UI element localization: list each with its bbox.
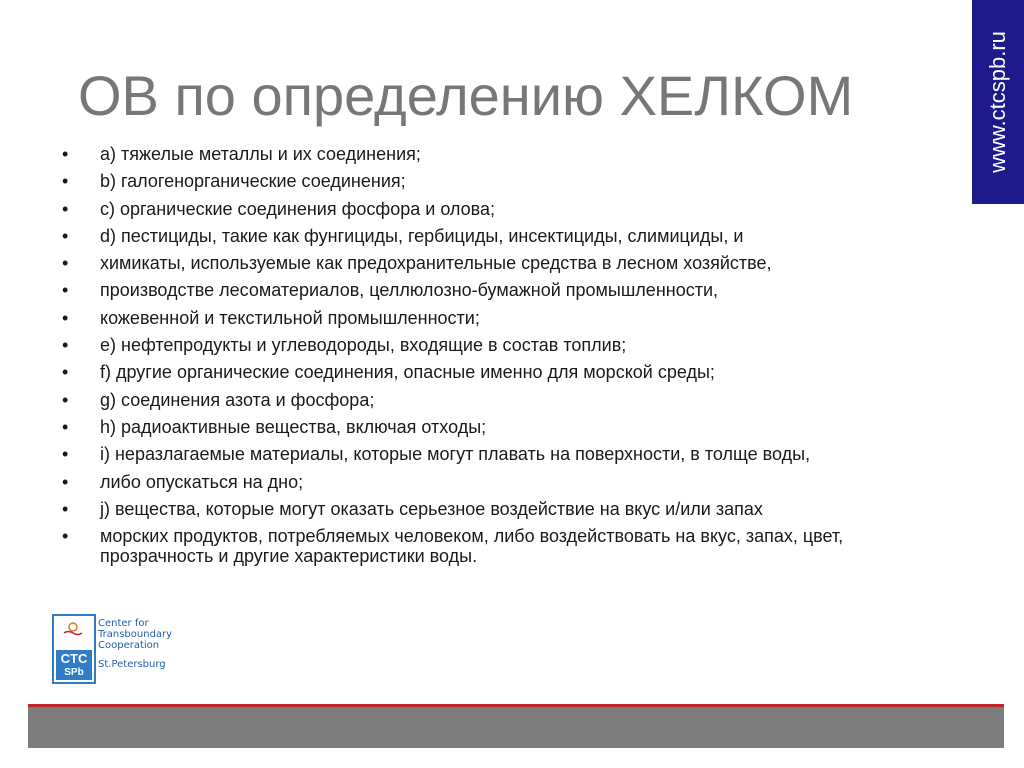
bullet-icon: • [62, 307, 69, 328]
bullet-list [60, 144, 960, 573]
bullet-item: • i) неразлагаемые материалы, которые могут плавать на поверхности, в толще воды, [62, 444, 811, 465]
logo-emblem [52, 614, 96, 684]
bullet-icon: • [62, 335, 69, 356]
logo-text: Center for Transboundary Cooperation St.Petersburg [98, 618, 173, 670]
bullet-item: • либо опускаться на дно; [62, 471, 304, 492]
bullet-icon: • [62, 225, 69, 246]
bullet-icon: • [62, 444, 69, 465]
bullet-item: • морских продуктов, потребляемых человеком, либо воздействовать на вкус, запах, цвет, прозрачность и другие характеристики воды. [62, 526, 844, 567]
bullet-item: • c) органические соединения фосфора и олова; [62, 198, 496, 219]
bullet-item: • химикаты, используемые как предохранительные средства в лесном хозяйстве, [62, 253, 772, 274]
bullet-item: • g) соединения азота и фосфора; [62, 389, 375, 410]
bullet-item: • j) вещества, которые могут оказать серьезное воздействие на вкус и/или запах [62, 498, 763, 519]
website-tab [972, 0, 1024, 204]
ctc-logo [52, 614, 202, 684]
bullet-icon: • [62, 253, 69, 274]
bullet-icon: • [62, 171, 69, 192]
bullet-item: • f) другие органические соединения, опасные именно для морской среды; [62, 362, 715, 383]
website-url: www.ctcspb.ru [985, 31, 1010, 173]
bullet-item: • d) пестициды, такие как фунгициды, гербициды, инсектициды, слимициды, и [62, 225, 744, 246]
bullet-item: • h) радиоактивные вещества, включая отходы; [62, 416, 487, 437]
bullet-icon: • [62, 198, 69, 219]
bullet-item: • a) тяжелые металлы и их соединения; [62, 144, 421, 164]
bullet-item: • e) нефтепродукты и углеводороды, входящие в состав топлив; [62, 335, 627, 356]
footer-bar [28, 704, 1004, 748]
bullet-icon: • [62, 526, 69, 547]
bullet-icon: • [62, 416, 69, 437]
bullet-icon: • [62, 362, 69, 383]
bullet-icon: • [62, 389, 69, 410]
bullet-item: • b) галогенорганические соединения; [62, 171, 406, 192]
bullet-icon: • [62, 498, 69, 519]
bullet-icon: • [62, 280, 69, 301]
slide-title: ОВ по определению ХЕЛКОМ [78, 64, 854, 127]
sun-wave-icon [63, 622, 83, 636]
bullet-item: • кожевенной и текстильной промышленности; [62, 307, 480, 328]
logo-badge: CTC SPb [56, 650, 92, 680]
bullet-icon: • [62, 471, 69, 492]
bullet-icon: • [62, 144, 69, 164]
bullet-item: • производстве лесоматериалов, целлюлозно-бумажной промышленности, [62, 280, 719, 301]
